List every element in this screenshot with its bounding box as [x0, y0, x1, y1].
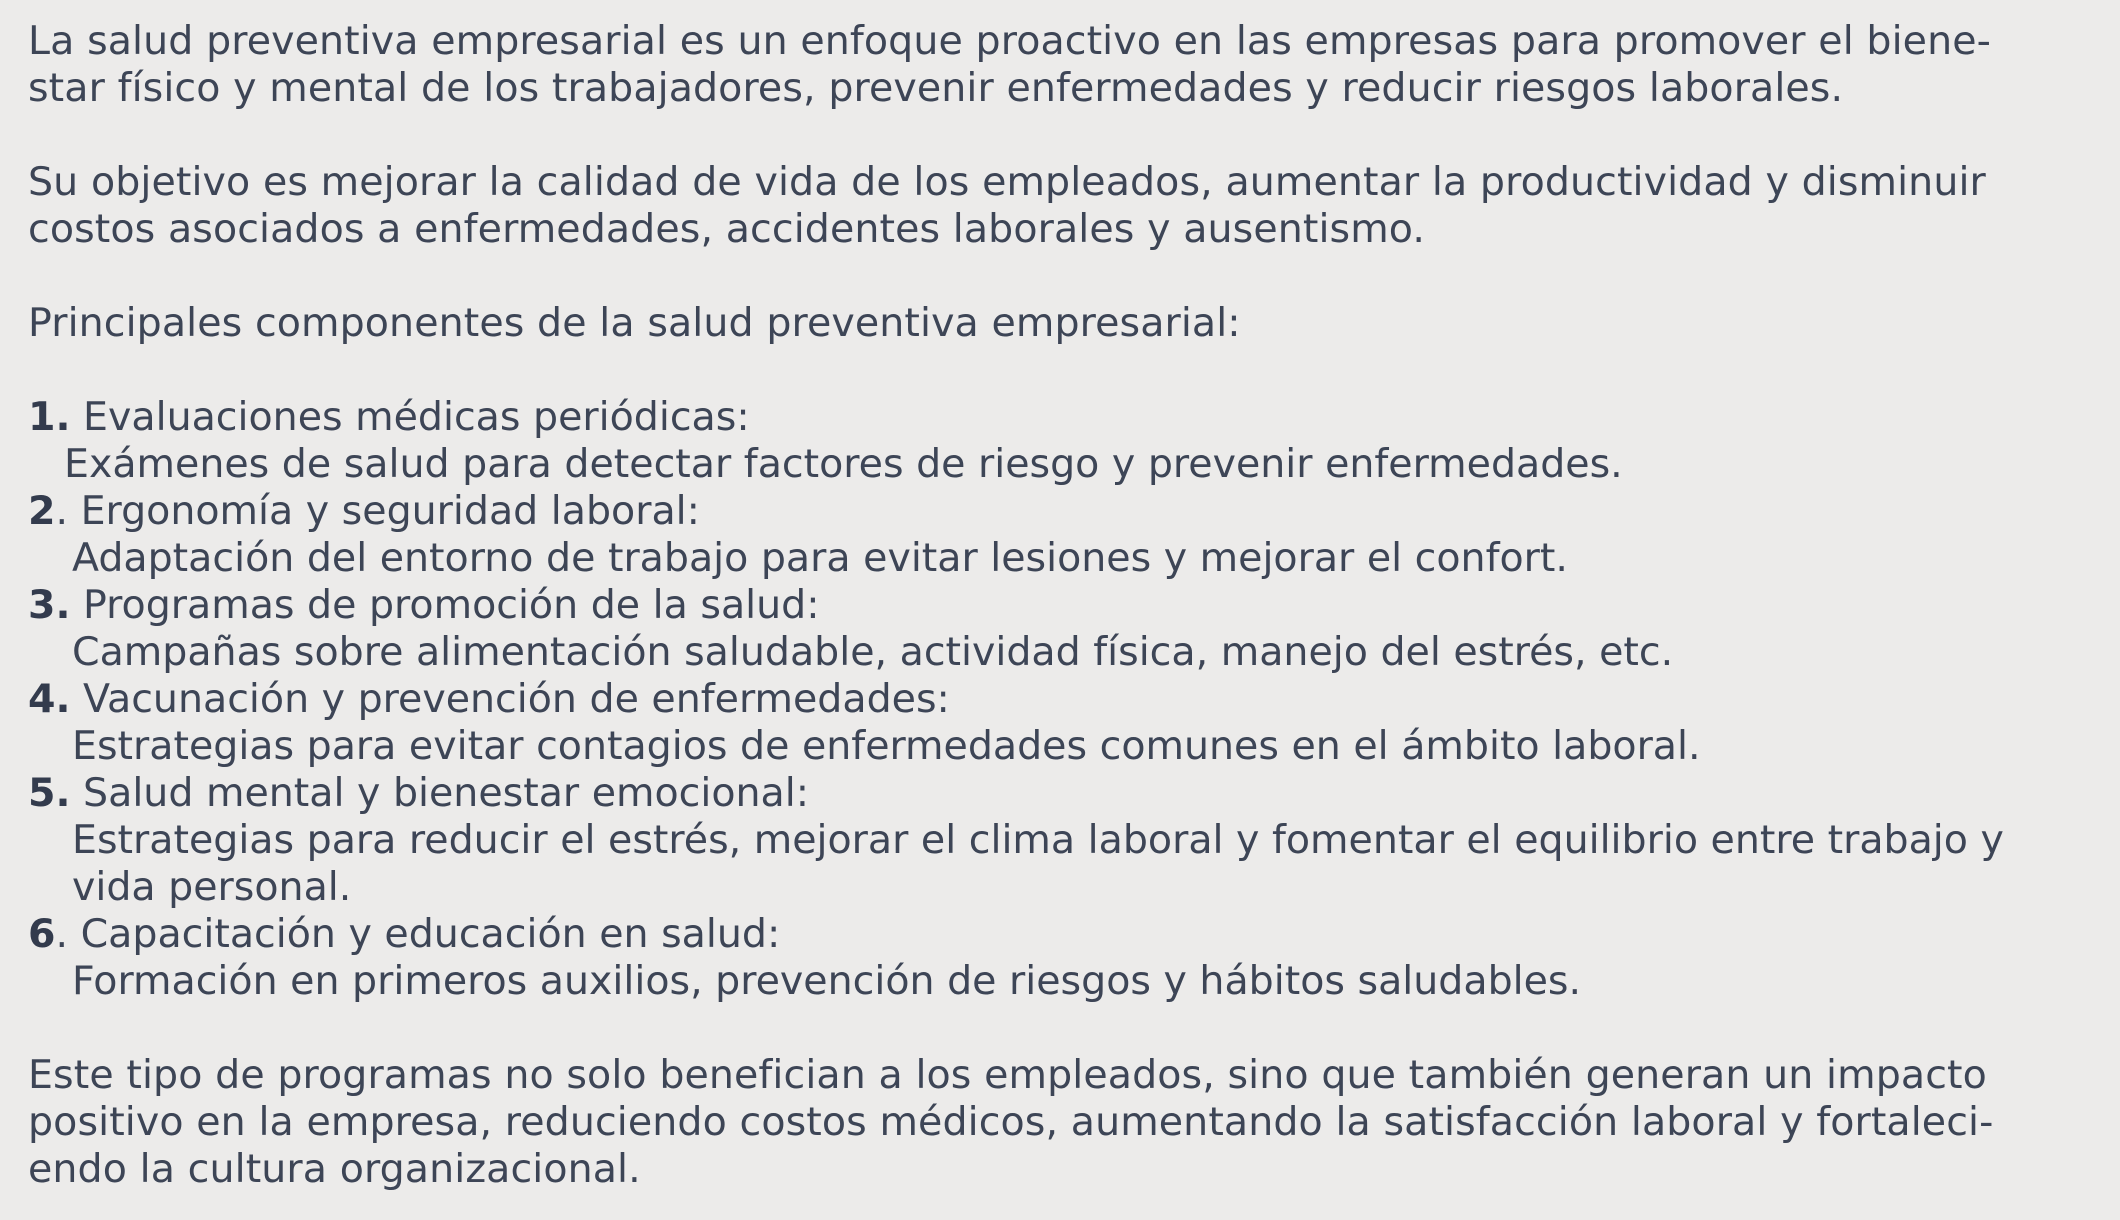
list-item-title-text: . Capacitación y educación en salud: [55, 911, 781, 957]
components-heading: Principales componentes de la salud preventiva empresarial: [28, 300, 1241, 346]
list-item-title-text: . Ergonomía y seguridad laboral: [55, 488, 700, 534]
intro-paragraph-1-line-2: star físico y mental de los trabajadores, prevenir enfermedades y reducir riesgos laborales. [28, 65, 1844, 111]
closing-paragraph-line-3: endo la cultura organizacional. [28, 1146, 641, 1192]
list-item-description: Formación en primeros auxilios, prevención de riesgos y hábitos saludables. [72, 958, 1582, 1004]
list-item-description-continued: vida personal. [72, 864, 352, 910]
list-item-title-text: Evaluaciones médicas periódicas: [70, 394, 750, 440]
intro-paragraph-2-line-2: costos asociados a enfermedades, accidentes laborales y ausentismo. [28, 206, 1426, 252]
list-item-title [28, 770, 2120, 817]
list-item-description: Campañas sobre alimentación saludable, actividad física, manejo del estrés, etc. [72, 629, 1674, 675]
list-item-title-text: Vacunación y prevención de enfermedades: [70, 676, 950, 722]
list-item-title-text: Salud mental y bienestar emocional: [70, 770, 810, 816]
list-item-title [28, 582, 2120, 629]
list-item-number: 2 [28, 488, 56, 534]
list-item-description: Exámenes de salud para detectar factores de riesgo y prevenir enfermedades. [64, 441, 1623, 487]
list-item-title-text: Programas de promoción de la salud: [70, 582, 820, 628]
intro-paragraph-1-line-1: La salud preventiva empresarial es un enfoque proactivo en las empresas para promover el biene- [28, 18, 1991, 64]
list-item-description: Adaptación del entorno de trabajo para evitar lesiones y mejorar el confort. [72, 535, 1568, 581]
components-list [28, 394, 2120, 1005]
list-item-description: Estrategias para reducir el estrés, mejorar el clima laboral y fomentar el equilibrio entre trabajo y [72, 817, 2004, 863]
list-item-title [28, 488, 2120, 535]
list-item-number: 6 [28, 911, 56, 957]
list-item-title [28, 911, 2120, 958]
intro-paragraph-2-line-1: Su objetivo es mejorar la calidad de vida de los empleados, aumentar la productividad y disminuir [28, 159, 1986, 205]
list-item-description: Estrategias para evitar contagios de enfermedades comunes en el ámbito laboral. [72, 723, 1701, 769]
list-item-title [28, 394, 2120, 441]
closing-paragraph-line-1: Este tipo de programas no solo benefician a los empleados, sino que también generan un impacto [28, 1052, 1987, 1098]
list-item-number: 3. [28, 582, 71, 628]
list-item-number: 5. [28, 770, 71, 816]
list-item-title [28, 676, 2120, 723]
list-item-number: 4. [28, 676, 71, 722]
closing-paragraph-line-2: positivo en la empresa, reduciendo costos médicos, aumentando la satisfacción laboral y fortaleci- [28, 1099, 1994, 1145]
list-item-number: 1. [28, 394, 71, 440]
